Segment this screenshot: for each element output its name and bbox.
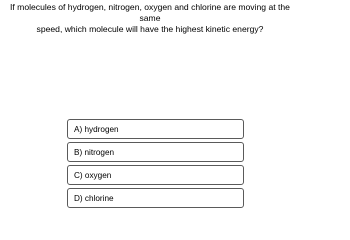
answer-options <box>67 119 244 211</box>
question-line-2: speed, which molecule will have the highest kinetic energy? <box>36 24 264 34</box>
option-d-button[interactable] <box>67 188 244 208</box>
option-b-button[interactable] <box>67 142 244 162</box>
option-c-label: C) oxygen <box>74 170 112 180</box>
question-text <box>0 2 300 35</box>
option-a-button[interactable] <box>67 119 244 139</box>
option-d-label: D) chlorine <box>74 193 114 203</box>
option-b-label: B) nitrogen <box>74 147 115 157</box>
option-a-label: A) hydrogen <box>74 124 119 134</box>
option-c-button[interactable] <box>67 165 244 185</box>
question-line-1: If molecules of hydrogen, nitrogen, oxygen and chlorine are moving at the same <box>10 2 290 23</box>
